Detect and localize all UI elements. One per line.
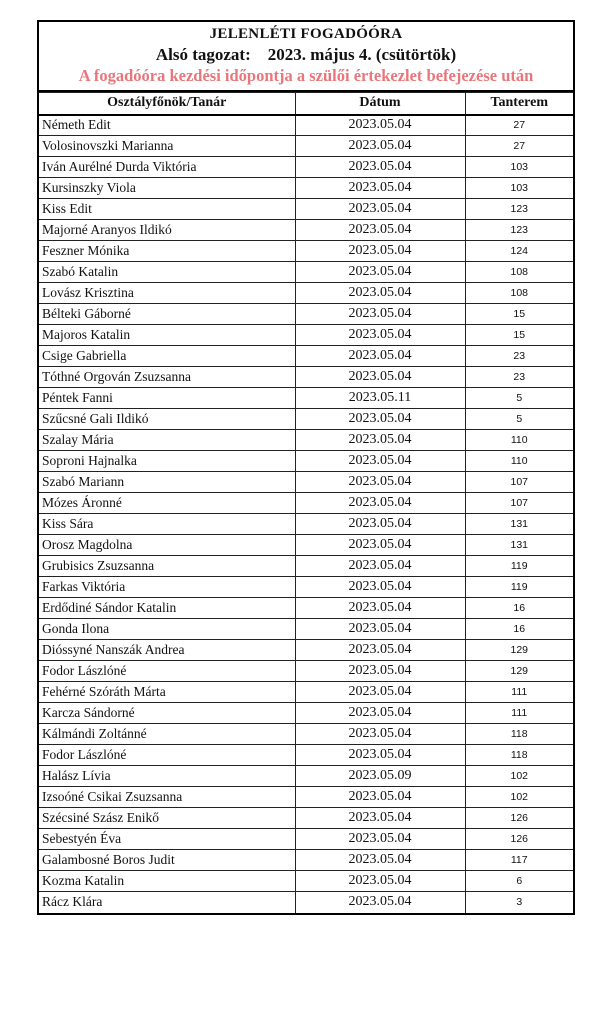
table-row bbox=[39, 430, 573, 451]
room-cell: 103 bbox=[465, 157, 573, 178]
table-row bbox=[39, 724, 573, 745]
date-cell: 2023.05.04 bbox=[295, 787, 465, 808]
room-cell: 27 bbox=[465, 115, 573, 136]
teacher-name-cell: Majoros Katalin bbox=[39, 325, 295, 346]
date-cell: 2023.05.04 bbox=[295, 703, 465, 724]
table-row bbox=[39, 556, 573, 577]
subtitle-date: 2023. május 4. (csütörtök) bbox=[267, 45, 457, 64]
room-cell: 16 bbox=[465, 598, 573, 619]
date-cell: 2023.05.04 bbox=[295, 430, 465, 451]
date-cell: 2023.05.04 bbox=[295, 535, 465, 556]
teacher-name-cell: Bélteki Gáborné bbox=[39, 304, 295, 325]
reception-hours-sheet bbox=[37, 20, 575, 915]
date-cell: 2023.05.04 bbox=[295, 178, 465, 199]
date-cell: 2023.05.04 bbox=[295, 556, 465, 577]
room-cell: 118 bbox=[465, 724, 573, 745]
teacher-name-cell: Kiss Edit bbox=[39, 199, 295, 220]
room-cell: 102 bbox=[465, 766, 573, 787]
teacher-name-cell: Csige Gabriella bbox=[39, 346, 295, 367]
teacher-name-cell: Tóthné Orgován Zsuzsanna bbox=[39, 367, 295, 388]
teacher-name-cell: Szabó Katalin bbox=[39, 262, 295, 283]
room-cell: 110 bbox=[465, 430, 573, 451]
teacher-name-cell: Orosz Magdolna bbox=[39, 535, 295, 556]
teacher-name-cell: Grubisics Zsuzsanna bbox=[39, 556, 295, 577]
room-cell: 129 bbox=[465, 661, 573, 682]
teacher-name-cell: Majorné Aranyos Ildikó bbox=[39, 220, 295, 241]
date-cell: 2023.05.04 bbox=[295, 367, 465, 388]
table-row bbox=[39, 136, 573, 157]
table-row bbox=[39, 262, 573, 283]
date-cell: 2023.05.04 bbox=[295, 157, 465, 178]
room-cell: 15 bbox=[465, 304, 573, 325]
date-cell: 2023.05.04 bbox=[295, 304, 465, 325]
room-cell: 16 bbox=[465, 619, 573, 640]
date-cell: 2023.05.04 bbox=[295, 640, 465, 661]
table-row bbox=[39, 871, 573, 892]
teacher-name-cell: Kursinszky Viola bbox=[39, 178, 295, 199]
room-cell: 102 bbox=[465, 787, 573, 808]
teacher-name-cell: Szabó Mariann bbox=[39, 472, 295, 493]
room-cell: 123 bbox=[465, 199, 573, 220]
date-cell: 2023.05.04 bbox=[295, 682, 465, 703]
teacher-name-cell: Karcza Sándorné bbox=[39, 703, 295, 724]
table-row bbox=[39, 787, 573, 808]
table-row bbox=[39, 157, 573, 178]
date-cell: 2023.05.11 bbox=[295, 388, 465, 409]
room-cell: 129 bbox=[465, 640, 573, 661]
teacher-name-cell: Kozma Katalin bbox=[39, 871, 295, 892]
date-cell: 2023.05.04 bbox=[295, 493, 465, 514]
room-cell: 123 bbox=[465, 220, 573, 241]
document-subtitle bbox=[43, 44, 569, 66]
room-cell: 118 bbox=[465, 745, 573, 766]
table-row bbox=[39, 682, 573, 703]
date-cell: 2023.05.04 bbox=[295, 241, 465, 262]
date-cell: 2023.05.04 bbox=[295, 346, 465, 367]
room-cell: 103 bbox=[465, 178, 573, 199]
teacher-name-cell: Iván Aurélné Durda Viktória bbox=[39, 157, 295, 178]
table-row bbox=[39, 892, 573, 913]
room-cell: 107 bbox=[465, 493, 573, 514]
teacher-name-cell: Fodor Lászlóné bbox=[39, 661, 295, 682]
teacher-name-cell: Volosinovszki Marianna bbox=[39, 136, 295, 157]
date-cell: 2023.05.04 bbox=[295, 136, 465, 157]
table-row bbox=[39, 283, 573, 304]
table-row bbox=[39, 808, 573, 829]
teacher-name-cell: Péntek Fanni bbox=[39, 388, 295, 409]
table-row bbox=[39, 661, 573, 682]
room-cell: 131 bbox=[465, 514, 573, 535]
teacher-name-cell: Fodor Lászlóné bbox=[39, 745, 295, 766]
room-cell: 111 bbox=[465, 703, 573, 724]
room-cell: 23 bbox=[465, 346, 573, 367]
room-cell: 5 bbox=[465, 388, 573, 409]
teacher-name-cell: Szalay Mária bbox=[39, 430, 295, 451]
date-cell: 2023.05.04 bbox=[295, 808, 465, 829]
teacher-table bbox=[39, 92, 573, 913]
date-cell: 2023.05.04 bbox=[295, 472, 465, 493]
teacher-name-cell: Halász Lívia bbox=[39, 766, 295, 787]
subtitle-label: Alsó tagozat: bbox=[155, 45, 251, 64]
room-cell: 23 bbox=[465, 367, 573, 388]
teacher-name-cell: Szűcsné Gali Ildikó bbox=[39, 409, 295, 430]
room-cell: 27 bbox=[465, 136, 573, 157]
teacher-name-cell: Rácz Klára bbox=[39, 892, 295, 913]
date-cell: 2023.05.04 bbox=[295, 514, 465, 535]
table-row bbox=[39, 493, 573, 514]
table-row bbox=[39, 241, 573, 262]
table-row bbox=[39, 451, 573, 472]
sheet-header bbox=[39, 22, 573, 92]
table-row bbox=[39, 829, 573, 850]
teacher-name-cell: Lovász Krisztina bbox=[39, 283, 295, 304]
date-cell: 2023.05.04 bbox=[295, 262, 465, 283]
date-cell: 2023.05.04 bbox=[295, 850, 465, 871]
date-cell: 2023.05.04 bbox=[295, 892, 465, 913]
room-cell: 126 bbox=[465, 829, 573, 850]
teacher-name-cell: Feszner Mónika bbox=[39, 241, 295, 262]
table-row bbox=[39, 598, 573, 619]
date-cell: 2023.05.04 bbox=[295, 451, 465, 472]
teacher-name-cell: Farkas Viktória bbox=[39, 577, 295, 598]
date-cell: 2023.05.04 bbox=[295, 199, 465, 220]
table-row bbox=[39, 115, 573, 136]
table-row bbox=[39, 745, 573, 766]
date-cell: 2023.05.04 bbox=[295, 220, 465, 241]
document-title: JELENLÉTI FOGADÓÓRA bbox=[209, 26, 403, 42]
table-header-row bbox=[39, 93, 573, 115]
room-cell: 124 bbox=[465, 241, 573, 262]
table-row bbox=[39, 535, 573, 556]
date-cell: 2023.05.04 bbox=[295, 745, 465, 766]
table-row bbox=[39, 325, 573, 346]
teacher-name-cell: Kiss Sára bbox=[39, 514, 295, 535]
table-row bbox=[39, 640, 573, 661]
table-row bbox=[39, 514, 573, 535]
table-row bbox=[39, 178, 573, 199]
teacher-name-cell: Szécsiné Szász Enikő bbox=[39, 808, 295, 829]
table-row bbox=[39, 199, 573, 220]
teacher-name-cell: Mózes Áronné bbox=[39, 493, 295, 514]
date-cell: 2023.05.04 bbox=[295, 619, 465, 640]
table-row bbox=[39, 304, 573, 325]
room-cell: 15 bbox=[465, 325, 573, 346]
teacher-name-cell: Fehérné Szóráth Márta bbox=[39, 682, 295, 703]
teacher-name-cell: Németh Edit bbox=[39, 115, 295, 136]
column-header-teacher: Osztályfőnök/Tanár bbox=[39, 93, 295, 115]
room-cell: 5 bbox=[465, 409, 573, 430]
date-cell: 2023.05.04 bbox=[295, 577, 465, 598]
room-cell: 126 bbox=[465, 808, 573, 829]
room-cell: 119 bbox=[465, 577, 573, 598]
room-cell: 117 bbox=[465, 850, 573, 871]
teacher-name-cell: Soproni Hajnalka bbox=[39, 451, 295, 472]
room-cell: 110 bbox=[465, 451, 573, 472]
date-cell: 2023.05.04 bbox=[295, 598, 465, 619]
start-time-notice: A fogadóóra kezdési időpontja a szülői értekezlet befejezése után bbox=[78, 66, 534, 85]
teacher-name-cell: Sebestyén Éva bbox=[39, 829, 295, 850]
room-cell: 6 bbox=[465, 871, 573, 892]
room-cell: 108 bbox=[465, 262, 573, 283]
date-cell: 2023.05.04 bbox=[295, 871, 465, 892]
table-row bbox=[39, 850, 573, 871]
room-cell: 111 bbox=[465, 682, 573, 703]
date-cell: 2023.05.04 bbox=[295, 115, 465, 136]
table-row bbox=[39, 703, 573, 724]
table-row bbox=[39, 472, 573, 493]
date-cell: 2023.05.04 bbox=[295, 409, 465, 430]
room-cell: 131 bbox=[465, 535, 573, 556]
table-row bbox=[39, 409, 573, 430]
date-cell: 2023.05.04 bbox=[295, 325, 465, 346]
date-cell: 2023.05.04 bbox=[295, 661, 465, 682]
column-header-room: Tanterem bbox=[465, 93, 573, 115]
teacher-name-cell: Kálmándi Zoltánné bbox=[39, 724, 295, 745]
table-row bbox=[39, 367, 573, 388]
room-cell: 107 bbox=[465, 472, 573, 493]
teacher-name-cell: Gonda Ilona bbox=[39, 619, 295, 640]
date-cell: 2023.05.04 bbox=[295, 829, 465, 850]
date-cell: 2023.05.04 bbox=[295, 724, 465, 745]
date-cell: 2023.05.04 bbox=[295, 283, 465, 304]
table-row bbox=[39, 619, 573, 640]
teacher-name-cell: Izsoóné Csikai Zsuzsanna bbox=[39, 787, 295, 808]
date-cell: 2023.05.09 bbox=[295, 766, 465, 787]
table-row bbox=[39, 220, 573, 241]
column-header-date: Dátum bbox=[295, 93, 465, 115]
teacher-name-cell: Galambosné Boros Judit bbox=[39, 850, 295, 871]
room-cell: 108 bbox=[465, 283, 573, 304]
room-cell: 3 bbox=[465, 892, 573, 913]
table-row bbox=[39, 388, 573, 409]
table-row bbox=[39, 346, 573, 367]
room-cell: 119 bbox=[465, 556, 573, 577]
teacher-name-cell: Dióssyné Nanszák Andrea bbox=[39, 640, 295, 661]
teacher-name-cell: Erdődiné Sándor Katalin bbox=[39, 598, 295, 619]
table-row bbox=[39, 577, 573, 598]
table-row bbox=[39, 766, 573, 787]
